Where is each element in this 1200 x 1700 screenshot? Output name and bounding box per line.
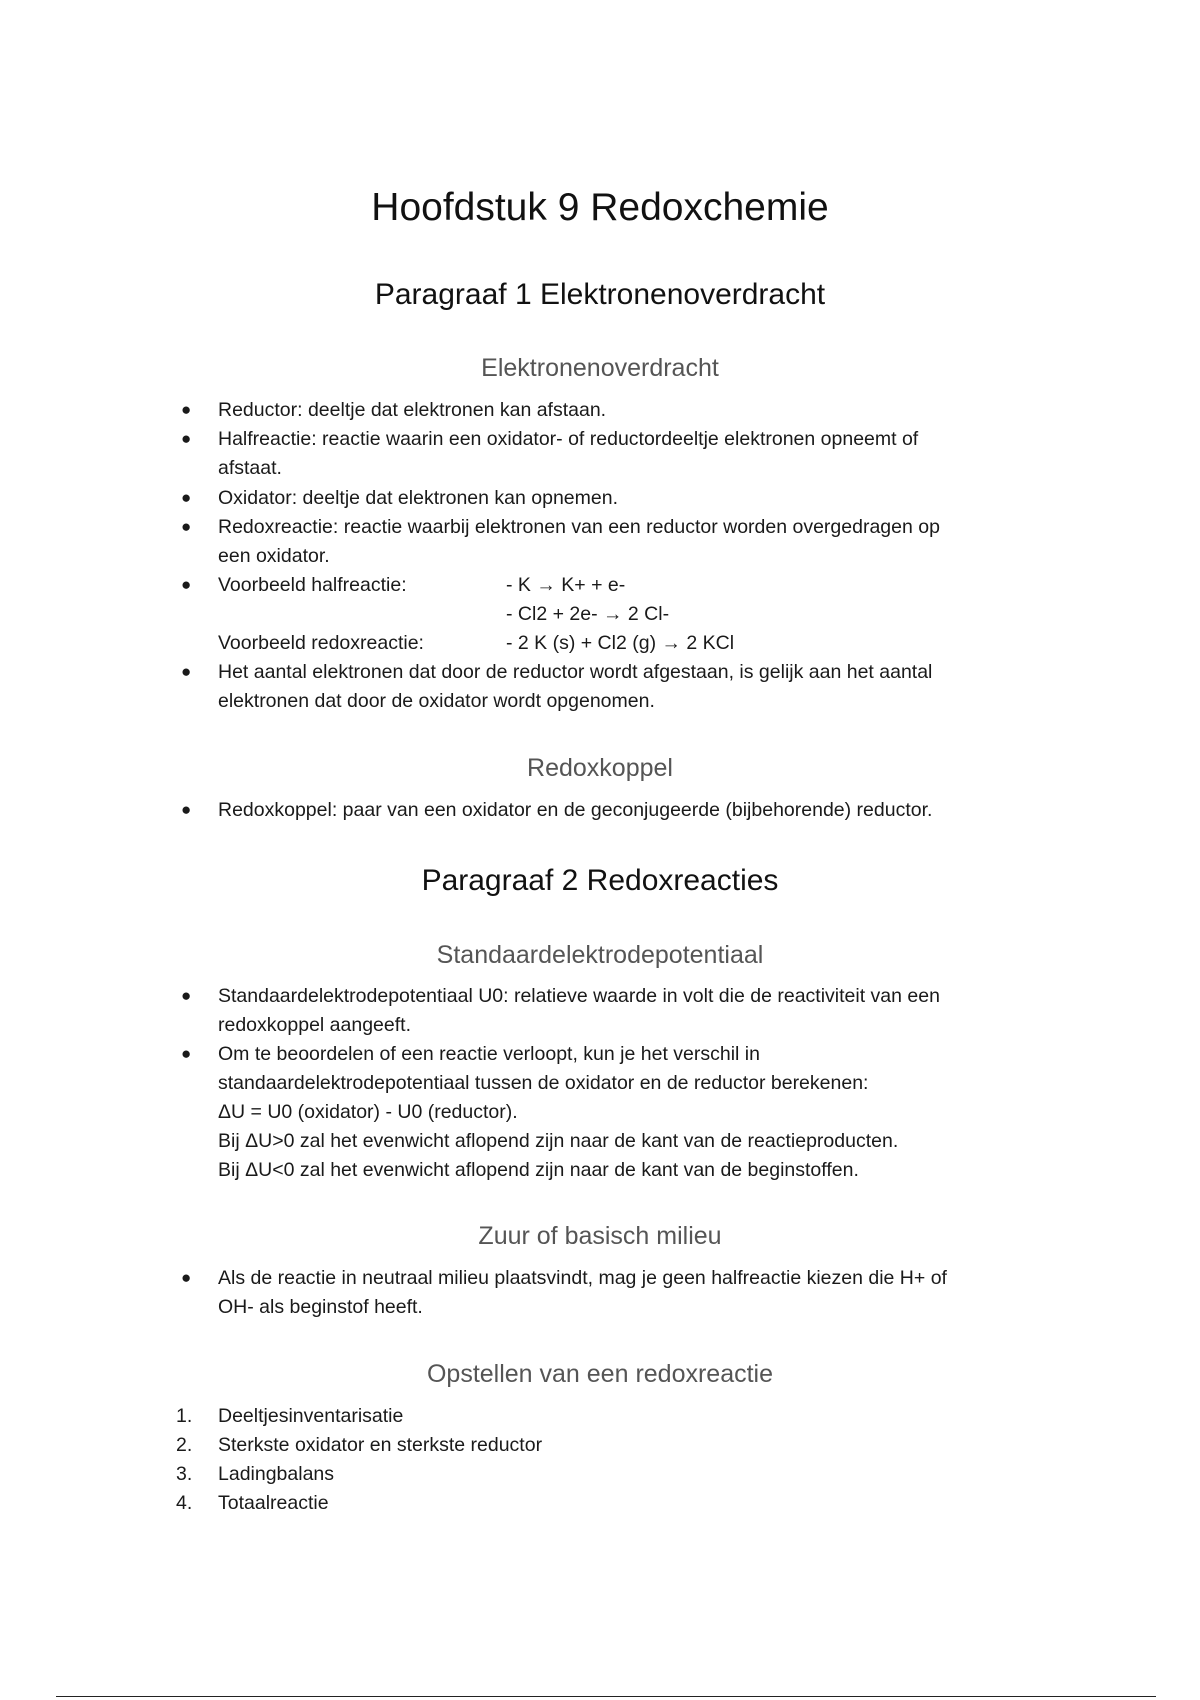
list-item: Ladingbalans	[218, 1463, 335, 1485]
example-redoxreactie-label: Voorbeeld redoxreactie:	[218, 632, 424, 654]
section-opstellen-title: Opstellen van een redoxreactie	[426, 1360, 774, 1388]
list-item: Deeltjesinventarisatie	[218, 1405, 404, 1427]
bullet-beoordelen-line-5: Bij ΔU<0 zal het evenwicht aflopend zijn naar de kant van de beginstoffen.	[218, 1159, 859, 1181]
bullet-redoxkoppel: Redoxkoppel: paar van een oxidator en de geconjugeerde (bijbehorende) reductor.	[218, 799, 933, 821]
list-item: Sterkste oxidator en sterkste reductor	[218, 1434, 543, 1456]
bullet-icon: ●	[181, 400, 192, 419]
bullet-oxidator: Oxidator: deeltje dat elektronen kan opnemen.	[218, 487, 619, 509]
bullet-icon: ●	[181, 575, 192, 594]
chapter-title: Hoofdstuk 9 Redoxchemie	[371, 186, 829, 229]
example-halfreactie-label: Voorbeeld halfreactie:	[218, 574, 407, 596]
bullet-beoordelen-line-3: ΔU = U0 (oxidator) - U0 (reductor).	[218, 1101, 518, 1123]
bullet-icon: ●	[181, 488, 192, 507]
bullet-aantal-elektronen-line-2: elektronen dat door de oxidator wordt opgenomen.	[218, 690, 655, 712]
example-halfreactie-2: - Cl2 + 2e- → 2 Cl-	[506, 603, 670, 625]
section-zuur-basisch-title: Zuur of basisch milieu	[478, 1222, 722, 1250]
bullet-icon: ●	[181, 429, 192, 448]
list-item-number: 4.	[176, 1492, 193, 1514]
bullet-aantal-elektronen-line-1: Het aantal elektronen dat door de reductor wordt afgestaan, is gelijk aan het aantal	[218, 661, 933, 683]
bullet-icon: ●	[181, 800, 192, 819]
list-item-number: 3.	[176, 1463, 193, 1485]
bullet-icon: ●	[181, 1268, 192, 1287]
section-standaardelektrodepotentiaal-title: Standaardelektrodepotentiaal	[436, 941, 764, 969]
paragraph-1-title: Paragraaf 1 Elektronenoverdracht	[374, 278, 826, 311]
page-bottom-rule	[56, 1696, 1156, 1697]
section-redoxkoppel-title: Redoxkoppel	[527, 754, 673, 782]
bullet-neutraal-milieu-line-1: Als de reactie in neutraal milieu plaatsvindt, mag je geen halfreactie kiezen die H+ of	[218, 1267, 947, 1289]
bullet-beoordelen-line-1: Om te beoordelen of een reactie verloopt, kun je het verschil in	[218, 1043, 760, 1065]
bullet-u0-line-2: redoxkoppel aangeeft.	[218, 1014, 411, 1036]
bullet-redoxreactie-line-2: een oxidator.	[218, 545, 330, 567]
list-item-number: 2.	[176, 1434, 193, 1456]
list-item: Totaalreactie	[218, 1492, 329, 1514]
bullet-icon: ●	[181, 517, 192, 536]
section-elektronenoverdracht-title: Elektronenoverdracht	[481, 354, 719, 382]
bullet-beoordelen-line-2: standaardelektrodepotentiaal tussen de oxidator en de reductor berekenen:	[218, 1072, 869, 1094]
bullet-redoxreactie-line-1: Redoxreactie: reactie waarbij elektronen van een reductor worden overgedragen op	[218, 516, 940, 538]
bullet-u0-line-1: Standaardelektrodepotentiaal U0: relatieve waarde in volt die de reactiviteit van een	[218, 985, 940, 1007]
bullet-icon: ●	[181, 662, 192, 681]
example-redoxreactie-1: - 2 K (s) + Cl2 (g) → 2 KCl	[506, 632, 735, 654]
bullet-halfreactie-line-2: afstaat.	[218, 457, 282, 479]
bullet-neutraal-milieu-line-2: OH- als beginstof heeft.	[218, 1296, 423, 1318]
list-item-number: 1.	[176, 1405, 193, 1427]
bullet-icon: ●	[181, 986, 192, 1005]
paragraph-2-title: Paragraaf 2 Redoxreacties	[421, 864, 779, 897]
example-halfreactie-1: - K → K+ + e-	[506, 574, 626, 596]
bullet-reductor: Reductor: deeltje dat elektronen kan afstaan.	[218, 399, 607, 421]
bullet-beoordelen-line-4: Bij ΔU>0 zal het evenwicht aflopend zijn naar de kant van de reactieproducten.	[218, 1130, 899, 1152]
bullet-halfreactie-line-1: Halfreactie: reactie waarin een oxidator- of reductordeeltje elektronen opneemt of	[218, 428, 919, 450]
bullet-icon: ●	[181, 1044, 192, 1063]
